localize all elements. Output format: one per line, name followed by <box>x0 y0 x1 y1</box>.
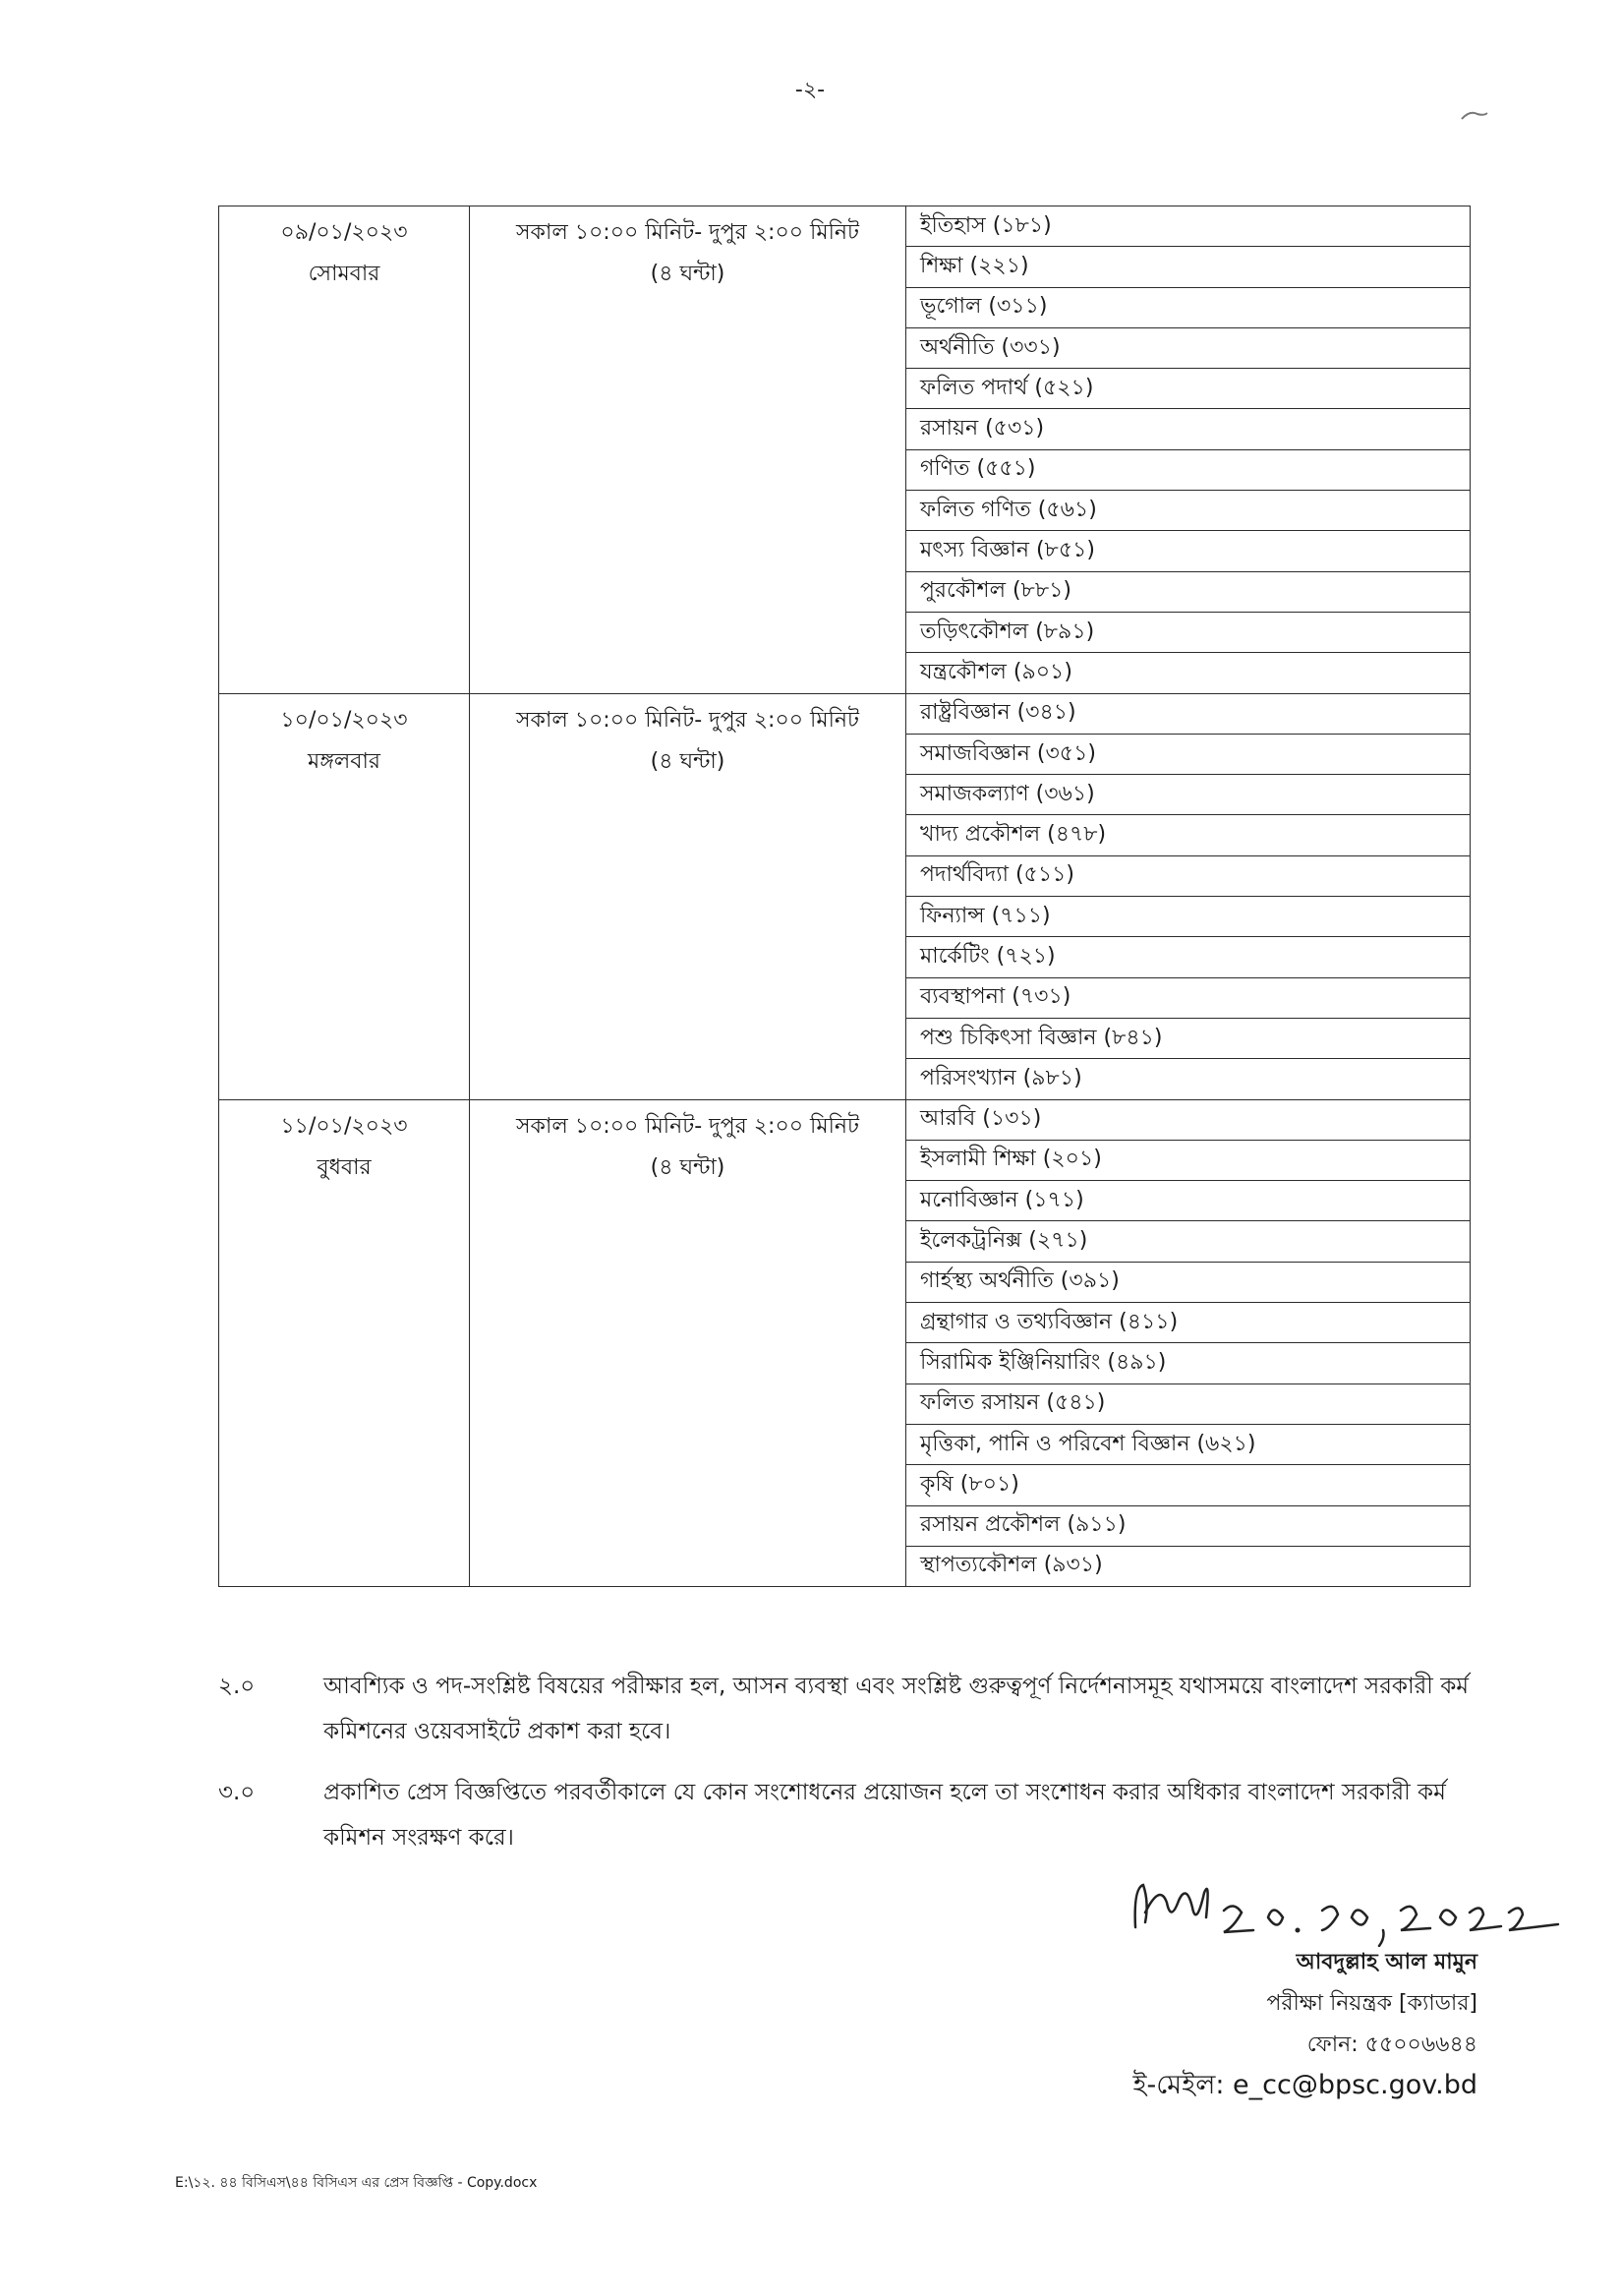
subject-cell: ফলিত পদার্থ (৫২১) <box>906 369 1471 409</box>
time-cell <box>470 1099 906 1587</box>
table-row <box>219 1099 1471 1140</box>
exam-schedule-table <box>218 206 1471 1587</box>
subject-cell: পুরকৌশল (৮৮১) <box>906 571 1471 612</box>
subject-cell: রসায়ন (৫৩১) <box>906 409 1471 449</box>
signer-name: আবদুল্লাহ আল মামুন <box>1296 1950 1477 1974</box>
subject-cell: ব্যবস্থাপনা (৭৩১) <box>906 977 1471 1018</box>
subject-cell: কৃষি (৮০১) <box>906 1465 1471 1505</box>
subject-cell: পদার্থবিদ্যা (৫১১) <box>906 855 1471 896</box>
exam-day: বুধবার <box>317 1154 372 1180</box>
subject-cell: সমাজকল্যাণ (৩৬১) <box>906 775 1471 815</box>
signer-phone: ফোন: ৫৫০০৬৬৪৪ <box>1306 2032 1477 2057</box>
subject-cell: অর্থনীতি (৩৩১) <box>906 327 1471 368</box>
date-cell <box>219 693 470 1099</box>
subject-cell: রসায়ন প্রকৌশল (৯১১) <box>906 1505 1471 1546</box>
page-number: -২- <box>794 78 826 102</box>
subject-cell: সমাজবিজ্ঞান (৩৫১) <box>906 734 1471 774</box>
subject-cell: খাদ্য প্রকৌশল (৪৭৮) <box>906 815 1471 855</box>
subject-cell: তড়িৎকৌশল (৮৯১) <box>906 612 1471 652</box>
subject-cell: গণিত (৫৫১) <box>906 449 1471 490</box>
note-number: ২.০ <box>218 1674 256 1699</box>
subject-cell: ফলিত গণিত (৫৬১) <box>906 491 1471 531</box>
signer-title: পরীক্ষা নিয়ন্ত্রক [ক্যাডার] <box>1266 1991 1477 2016</box>
subject-cell: স্থাপত্যকৌশল (৯৩১) <box>906 1546 1471 1586</box>
subject-cell: ভূগোল (৩১১) <box>906 287 1471 327</box>
exam-date: ১০/০১/২০২৩ <box>280 707 408 733</box>
note-text: প্রকাশিত প্রেস বিজ্ঞপ্তিতে পরবর্তীকালে যে কোন সংশোধনের প্রয়োজন হলে তা সংশোধন করার অধিকার বাংলাদেশ সরকারী কর্ম কমিশন সংরক্ষণ করে। <box>323 1780 1446 1851</box>
exam-time: সকাল ১০:০০ মিনিট- দুপুর ২:০০ মিনিট <box>516 707 859 733</box>
handwritten-signature <box>1076 1873 1568 1947</box>
subject-cell: পশু চিকিৎসা বিজ্ঞান (৮৪১) <box>906 1018 1471 1058</box>
note-text: আবশ্যিক ও পদ-সংশ্লিষ্ট বিষয়ের পরীক্ষার হল, আসন ব্যবস্থা এবং সংশ্লিষ্ট গুরুত্বপূর্ণ নির্দেশনাসমূহ যথাসময়ে বাংলাদেশ সরকারী কর্ম কমিশনের ওয়েবসাইটে প্রকাশ করা হবে। <box>323 1674 1470 1744</box>
subject-cell: মৎস্য বিজ্ঞান (৮৫১) <box>906 531 1471 571</box>
subject-cell: যন্ত্রকৌশল (৯০১) <box>906 653 1471 693</box>
exam-time: সকাল ১০:০০ মিনিট- দুপুর ২:০০ মিনিট <box>516 220 859 245</box>
exam-day: মঙ্গলবার <box>308 748 380 774</box>
subject-cell: মনোবিজ্ঞান (১৭১) <box>906 1181 1471 1221</box>
notes-section <box>218 1664 1496 1860</box>
table-row <box>219 693 1471 734</box>
subject-cell: পরিসংখ্যান (৯৮১) <box>906 1059 1471 1099</box>
exam-date: ০৯/০১/২০২৩ <box>280 220 408 245</box>
table-row <box>219 206 1471 247</box>
signer-email: ই-মেইল: e_cc@bpsc.gov.bd <box>1132 2070 1477 2100</box>
subject-cell: ইতিহাস (১৮১) <box>906 206 1471 247</box>
note-item <box>218 1664 1496 1754</box>
footer-file-path: E:\১২. ৪৪ বিসিএস\৪৪ বিসিএস এর প্রেস বিজ্ঞপ্তি - Copy.docx <box>175 2175 538 2191</box>
exam-duration: (৪ ঘন্টা) <box>650 748 725 774</box>
subject-cell: গ্রন্থাগার ও তথ্যবিজ্ঞান (৪১১) <box>906 1303 1471 1343</box>
subject-cell: ফলিত রসায়ন (৫৪১) <box>906 1383 1471 1424</box>
subject-cell: শিক্ষা (২২১) <box>906 247 1471 287</box>
subject-cell: সিরামিক ইঞ্জিনিয়ারিং (৪৯১) <box>906 1343 1471 1383</box>
note-item <box>218 1770 1496 1860</box>
date-cell <box>219 1099 470 1587</box>
exam-duration: (৪ ঘন্টা) <box>650 1154 725 1180</box>
exam-day: সোমবার <box>308 262 380 286</box>
subject-cell: মার্কেটিং (৭২১) <box>906 937 1471 977</box>
note-number: ৩.০ <box>218 1780 256 1805</box>
exam-duration: (৪ ঘন্টা) <box>650 262 725 286</box>
corner-mark-icon <box>1460 108 1489 122</box>
exam-time: সকাল ১০:০০ মিনিট- দুপুর ২:০০ মিনিট <box>516 1113 859 1139</box>
subject-cell: আরবি (১৩১) <box>906 1099 1471 1140</box>
subject-cell: ফিন্যান্স (৭১১) <box>906 897 1471 937</box>
subject-cell: মৃত্তিকা, পানি ও পরিবেশ বিজ্ঞান (৬২১) <box>906 1424 1471 1464</box>
time-cell <box>470 206 906 694</box>
subject-cell: গার্হস্থ্য অর্থনীতি (৩৯১) <box>906 1262 1471 1302</box>
subject-cell: ইসলামী শিক্ষা (২০১) <box>906 1140 1471 1180</box>
date-cell <box>219 206 470 694</box>
subject-cell: ইলেকট্রনিক্স (২৭১) <box>906 1221 1471 1262</box>
exam-date: ১১/০১/২০২৩ <box>280 1113 408 1139</box>
time-cell <box>470 693 906 1099</box>
subject-cell: রাষ্ট্রবিজ্ঞান (৩৪১) <box>906 693 1471 734</box>
